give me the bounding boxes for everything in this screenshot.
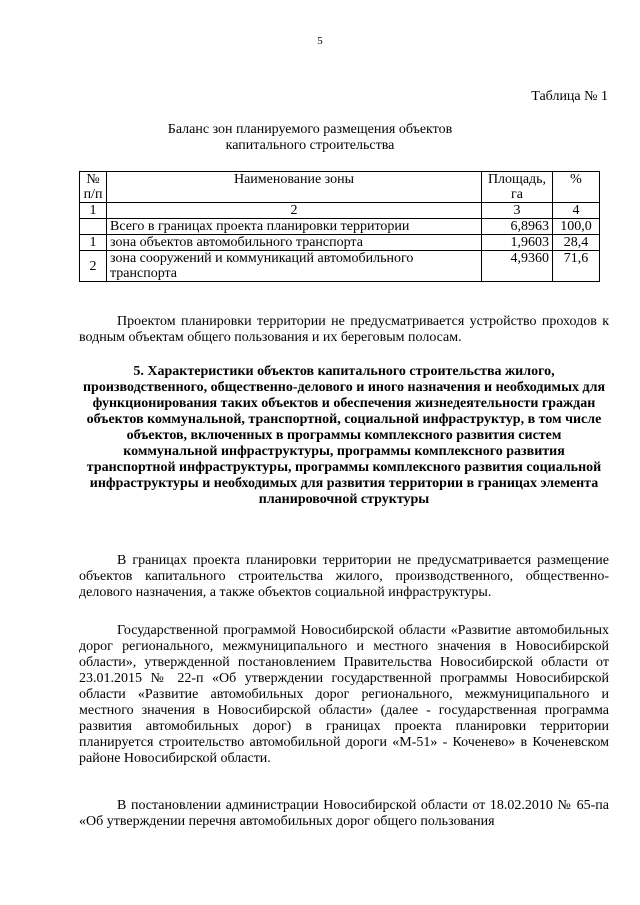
row-name: Всего в границах проекта планировки территории xyxy=(107,219,482,235)
zone-balance-table xyxy=(79,171,600,282)
table-index-row xyxy=(80,203,600,219)
header-num: № п/п xyxy=(80,172,107,203)
row-name: зона сооружений и коммуникаций автомобильного транспорта xyxy=(107,251,482,282)
paragraph-no-construction: В границах проекта планировки территории не предусматривается размещение объектов капитального строительства жилого, производственного, общественно-делового назначения, а также объектов социальной инфраструктуры. xyxy=(79,553,609,600)
row-percent: 71,6 xyxy=(553,251,600,282)
row-percent: 28,4 xyxy=(553,235,600,251)
row-name: зона объектов автомобильного транспорта xyxy=(107,235,482,251)
row-num: 2 xyxy=(80,251,107,282)
table-row xyxy=(80,235,600,251)
header-area: Площадь, га xyxy=(482,172,553,203)
row-area: 6,8963 xyxy=(482,219,553,235)
table-row xyxy=(80,219,600,235)
table-caption: Баланс зон планируемого размещения объектов капитального строительства xyxy=(167,122,453,153)
paragraph-water-objects: Проектом планировки территории не предусматривается устройство проходов к водным объектам общего пользования и их береговым полосам. xyxy=(79,314,609,345)
index-cell: 4 xyxy=(553,203,600,219)
table-row xyxy=(80,251,600,282)
index-cell: 1 xyxy=(80,203,107,219)
page-number: 5 xyxy=(317,35,323,47)
row-num xyxy=(80,219,107,235)
row-num: 1 xyxy=(80,235,107,251)
index-cell: 3 xyxy=(482,203,553,219)
row-area: 4,9360 xyxy=(482,251,553,282)
table-header-row xyxy=(80,172,600,203)
table-label: Таблица № 1 xyxy=(531,89,608,104)
header-percent: % xyxy=(553,172,600,203)
index-cell: 2 xyxy=(107,203,482,219)
paragraph-resolution: В постановлении администрации Новосибирской области от 18.02.2010 № 65-па «Об утверждении перечня автомобильных дорог общего пользования xyxy=(79,798,609,829)
paragraph-state-program: Государственной программой Новосибирской области «Развитие автомобильных дорог регионального, межмуниципального и местного значения в Новосибирской области», утвержденной постановлением Правительства Новосибирской области от 23.01.2015 № 22-п «Об утверждении государственной программы Новосибирской области «Развитие автомобильных дорог регионального, межмуниципального и местного значения в Новосибирской области» (далее - государственная программа развития автомобильных дорог) в границах проекта планировки территории планируется строительство автомобильной дороги «М-51» - Коченево» в Коченевском районе Новосибирской области. xyxy=(79,623,609,766)
row-percent: 100,0 xyxy=(553,219,600,235)
header-name: Наименование зоны xyxy=(107,172,482,203)
section-title: 5. Характеристики объектов капитального строительства жилого, производственного, общественно-делового и иного назначения и необходимых для функционирования таких объектов и обеспечения жизнедеятельности граждан объектов коммунальной, транспортной, социальной инфраструктур, в том числе объектов, включенных в программы комплексного развития систем коммунальной инфраструктуры, программы комплексного развития транспортной инфраструктуры, программы комплексного развития социальной инфраструктуры и необходимых для развития территории в границах элемента планировочной структуры xyxy=(82,364,606,507)
row-area: 1,9603 xyxy=(482,235,553,251)
